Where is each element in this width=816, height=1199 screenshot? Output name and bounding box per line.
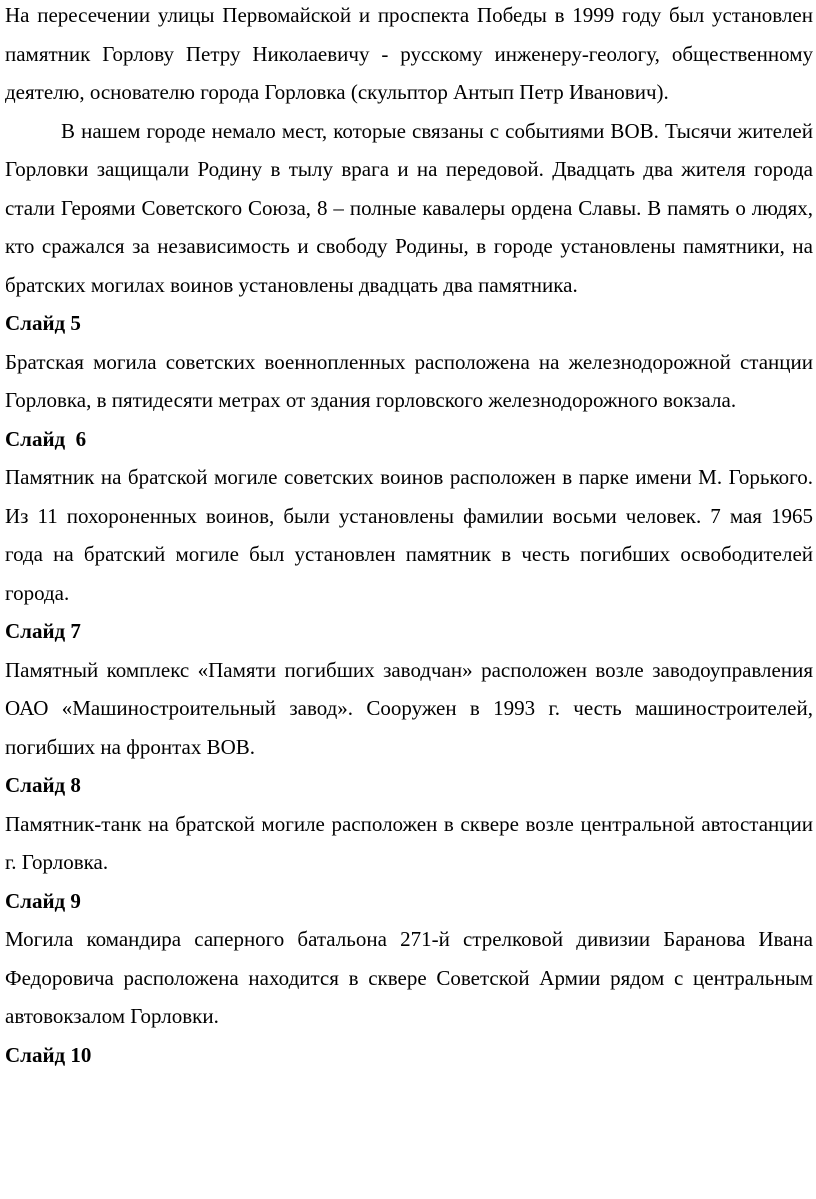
slide-7-heading: Слайд 7 bbox=[5, 619, 81, 643]
slide-9-heading: Слайд 9 bbox=[5, 888, 81, 913]
slide-6-text: Памятник на братской могиле советских воинов расположен в парке имени М. Горького. Из 11 похороненных воинов, были установлены фамилии восьми человек. 7 мая 1965 года на братский могиле был установлен памятник в честь погибших освободителей города. bbox=[5, 465, 813, 605]
slide-10-heading: Слайд 10 bbox=[5, 1042, 92, 1067]
slide-8-heading: Слайд 8 bbox=[5, 773, 81, 797]
paragraph-gorlov-monument: На пересечении улицы Первомайской и проспекта Победы в 1999 году был установлен памятник Горлову Петру Николаевичу - русскому инженеру-геологу, общественному деятелю, основателю города Горловка (скульптор Антып Петр Иванович). bbox=[5, 3, 813, 104]
slide-5-text: Братская могила советских военнопленных расположена на железнодорожной станции Горловка, в пятидесяти метрах от здания горловского железнодорожного вокзала. bbox=[5, 349, 813, 412]
slide-5-heading: Слайд 5 bbox=[5, 311, 81, 335]
slide-6-heading: Слайд 6 bbox=[5, 426, 87, 451]
slide-9-text: Могила командира саперного батальона 271-й стрелковой дивизии Баранова Ивана Федоровича расположена находится в сквере Советской Армии рядом с центральным автовокзалом Горловки. bbox=[5, 927, 813, 1028]
slide-7-text: Памятный комплекс «Памяти погибших заводчан» расположен возле заводоуправления ОАО «Машиностроительный завод». Сооружен в 1993 г. честь машиностроителей, погибших на фронтах ВОВ. bbox=[5, 657, 813, 759]
slide-8-text: Памятник-танк на братской могиле расположен в сквере возле центральной автостанции г. Горловка. bbox=[5, 811, 813, 874]
paragraph-wwii-memorials: В нашем городе немало мест, которые связаны с событиями ВОВ. Тысячи жителей Горловки защищали Родину в тылу врага и на передовой. Двадцать два жителя города стали Героями Советского Союза, 8 – полные кавалеры ордена Славы. В память о людях, кто сражался за независимость и свободу Родины, в городе установлены памятники, на братских могилах воинов установлены двадцать два памятника. bbox=[5, 118, 813, 297]
